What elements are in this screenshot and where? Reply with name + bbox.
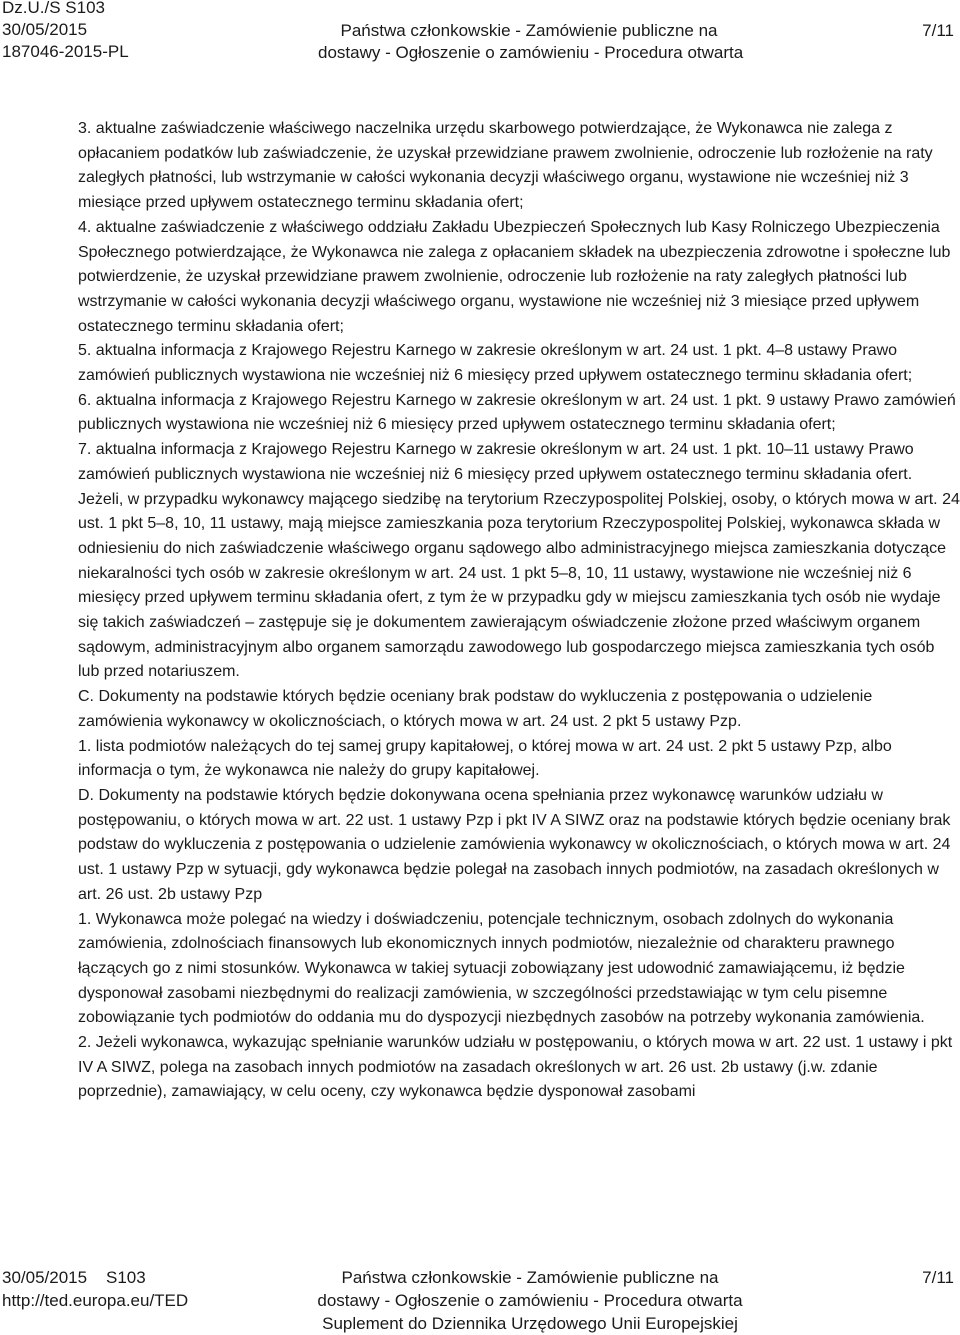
paragraph-d2: 2. Jeżeli wykonawca, wykazując spełnianie warunków udziału w postępowaniu, o których mowa w art. 22 ust. 1 ustawy i pkt IV A SIWZ, polega na zasobach innych podmiotów na zasadach określonych w art. 26 ust. 2b ustawy (j.w. zdanie poprzednie), zamawiający, w celu oceny, czy wykonawca będzie dysponował zasobami (78, 1034, 953, 1101)
paragraph-section-c: C. Dokumenty na podstawie których będzie oceniany brak podstaw do wykluczenia z postępowania o udzielenie zamówienia wykonawcy w okolicznościach, o których mowa w art. 24 ust. 2 pkt 5 ustawy Pzp. (78, 688, 873, 730)
header-left (2, 0, 129, 63)
footer-page-number: 7/11 (922, 1268, 954, 1287)
paragraph-c1: 1. lista podmiotów należących do tej samej grupy kapitałowej, o której mowa w art. 24 ust. 2 pkt 5 ustawy Pzp, albo informacja o tym, że wykonawca nie należy do grupy kapitałowej. (78, 737, 892, 780)
footer-url[interactable]: http://ted.europa.eu/TED (2, 1291, 189, 1310)
header-title (318, 20, 744, 64)
footer-date: 30/05/2015 (2, 1268, 88, 1287)
journal-ref: Dz.U./S S103 (2, 0, 105, 17)
header-page-number: 7/11 (922, 21, 954, 40)
paragraph-6: 6. aktualna informacja z Krajowego Rejestru Karnego w zakresie określonym w art. 24 ust. 1 pkt. 9 ustawy Prawo zamówień publicznych wystawiona nie wcześniej niż 6 miesięcy przed upływem ostatecznego terminu składania ofert; (78, 391, 956, 434)
header-title-line1: Państwa członkowskie - Zamówienie publiczne na (340, 21, 718, 40)
document-body (78, 117, 960, 1105)
footer-left (2, 1266, 188, 1312)
footer-title-line1: Państwa członkowskie - Zamówienie publiczne na (341, 1268, 719, 1287)
paragraph-foreign-residents: Jeżeli, w przypadku wykonawcy mającego siedzibę na terytorium Rzeczypospolitej Polskiej, osoby, o których mowa w art. 24 ust. 1 pkt 5–8, 10, 11 ustawy, mają miejsce zamieszkania poza terytorium Rzeczypospolitej Polskiej, wykonawca składa w odniesieniu do nich zaświadczenie właściwego organu sądowego albo administracyjnego miejsca zamieszkania dotyczące niekaralności tych osób w zakresie określonym w art. 24 ust. 1 pkt 5–8, 10, 11 ustawy, wystawione nie wcześniej niż 6 miesięcy przed upływem terminu składania ofert, z tym że w przypadku gdy w miejscu zamieszkania tych osób nie wydaje się takich zaświadczeń – zastępuje się je dokumentem zawierającym oświadczenie złożone przed właściwym organem sądowym, administracyjnym albo organem samorządu zawodowego lub gospodarczego miejsca zamieszkania tych osób lub przed notariuszem. (78, 490, 960, 681)
document-id: 187046-2015-PL (2, 42, 129, 61)
footer-title-line3: Suplement do Dziennika Urzędowego Unii Europejskiej (322, 1314, 738, 1333)
footer-issue: S103 (106, 1268, 146, 1287)
header-title-line2: dostawy - Ogłoszenie o zamówieniu - Procedura otwarta (318, 43, 744, 62)
header-date: 30/05/2015 (2, 20, 88, 39)
paragraph-3: 3. aktualne zaświadczenie właściwego naczelnika urzędu skarbowego potwierdzające, że Wykonawca nie zalega z opłacaniem podatków lub zaświadczenie, że uzyskał przewidziane prawem zwolnienie, odroczenie lub rozłożenie na raty zaległych płatności, lub wstrzymanie w całości wykonania decyzji właściwego organu, wystawione nie wcześniej niż 3 miesiące przed upływem ostatecznego terminu składania ofert; (78, 120, 933, 212)
paragraph-section-d: D. Dokumenty na podstawie których będzie dokonywana ocena spełniania przez wykonawcę warunków udziału w postępowaniu, o których mowa w art. 22 ust. 1 ustawy Pzp i pkt IV A SIWZ oraz na podstawie których będzie oceniany brak podstaw do wykluczenia z postępowania o udzielenie zamówienia wykonawcy w okolicznościach, o których mowa w art. 24 ust. 1 ustawy Pzp w sytuacji, gdy wykonawca będzie polegał na zasobach innych podmiotów, na zasadach określonych w art. 26 ust. 2b ustawy Pzp (78, 786, 951, 903)
paragraph-7: 7. aktualna informacja z Krajowego Rejestru Karnego w zakresie określonym w art. 24 ust. 1 pkt. 10–11 ustawy Prawo zamówień publicznych wystawiona nie wcześniej niż 6 miesięcy przed upływem ostatecznego terminu składania ofert. (78, 441, 914, 483)
footer-title (300, 1266, 760, 1335)
paragraph-d1: 1. Wykonawca może polegać na wiedzy i doświadczeniu, potencjale technicznym, osobach zdolnych do wykonania zamówienia, zdolnościach finansowych lub ekonomicznych innych podmiotów, niezależnie od charakteru prawnego łączących go z nimi stosunków. Wykonawca w takiej sytuacji zobowiązany jest udowodnić zamawiającemu, iż będzie dysponował zasobami niezbędnymi do realizacji zamówienia, w szczególności przedstawiając w tym celu pisemne zobowiązanie tych podmiotów do oddania mu do dyspozycji niezbędnych zasobów na potrzeby wykonania zamówienia. (78, 910, 925, 1027)
paragraph-5: 5. aktualna informacja z Krajowego Rejestru Karnego w zakresie określonym w art. 24 ust. 1 pkt. 4–8 ustawy Prawo zamówień publicznych wystawiona nie wcześniej niż 6 miesięcy przed upływem ostatecznego terminu składania ofert; (78, 342, 913, 385)
footer-title-line2: dostawy - Ogłoszenie o zamówieniu - Procedura otwarta (317, 1291, 743, 1310)
paragraph-4: 4. aktualne zaświadczenie z właściwego oddziału Zakładu Ubezpieczeń Społecznych lub Kasy Rolniczego Ubezpieczenia Społecznego potwierdzające, że Wykonawca nie zalega z opłacaniem składek na ubezpieczenia zdrowotne i społeczne lub potwierdzenie, że uzyskał przewidziane prawem zwolnienie, odroczenie lub rozłożenie na raty zaległych płatności lub wstrzymanie w całości wykonania decyzji właściwego organu, wystawione nie wcześniej niż 3 miesiące przed upływem ostatecznego terminu składania ofert; (78, 218, 951, 335)
